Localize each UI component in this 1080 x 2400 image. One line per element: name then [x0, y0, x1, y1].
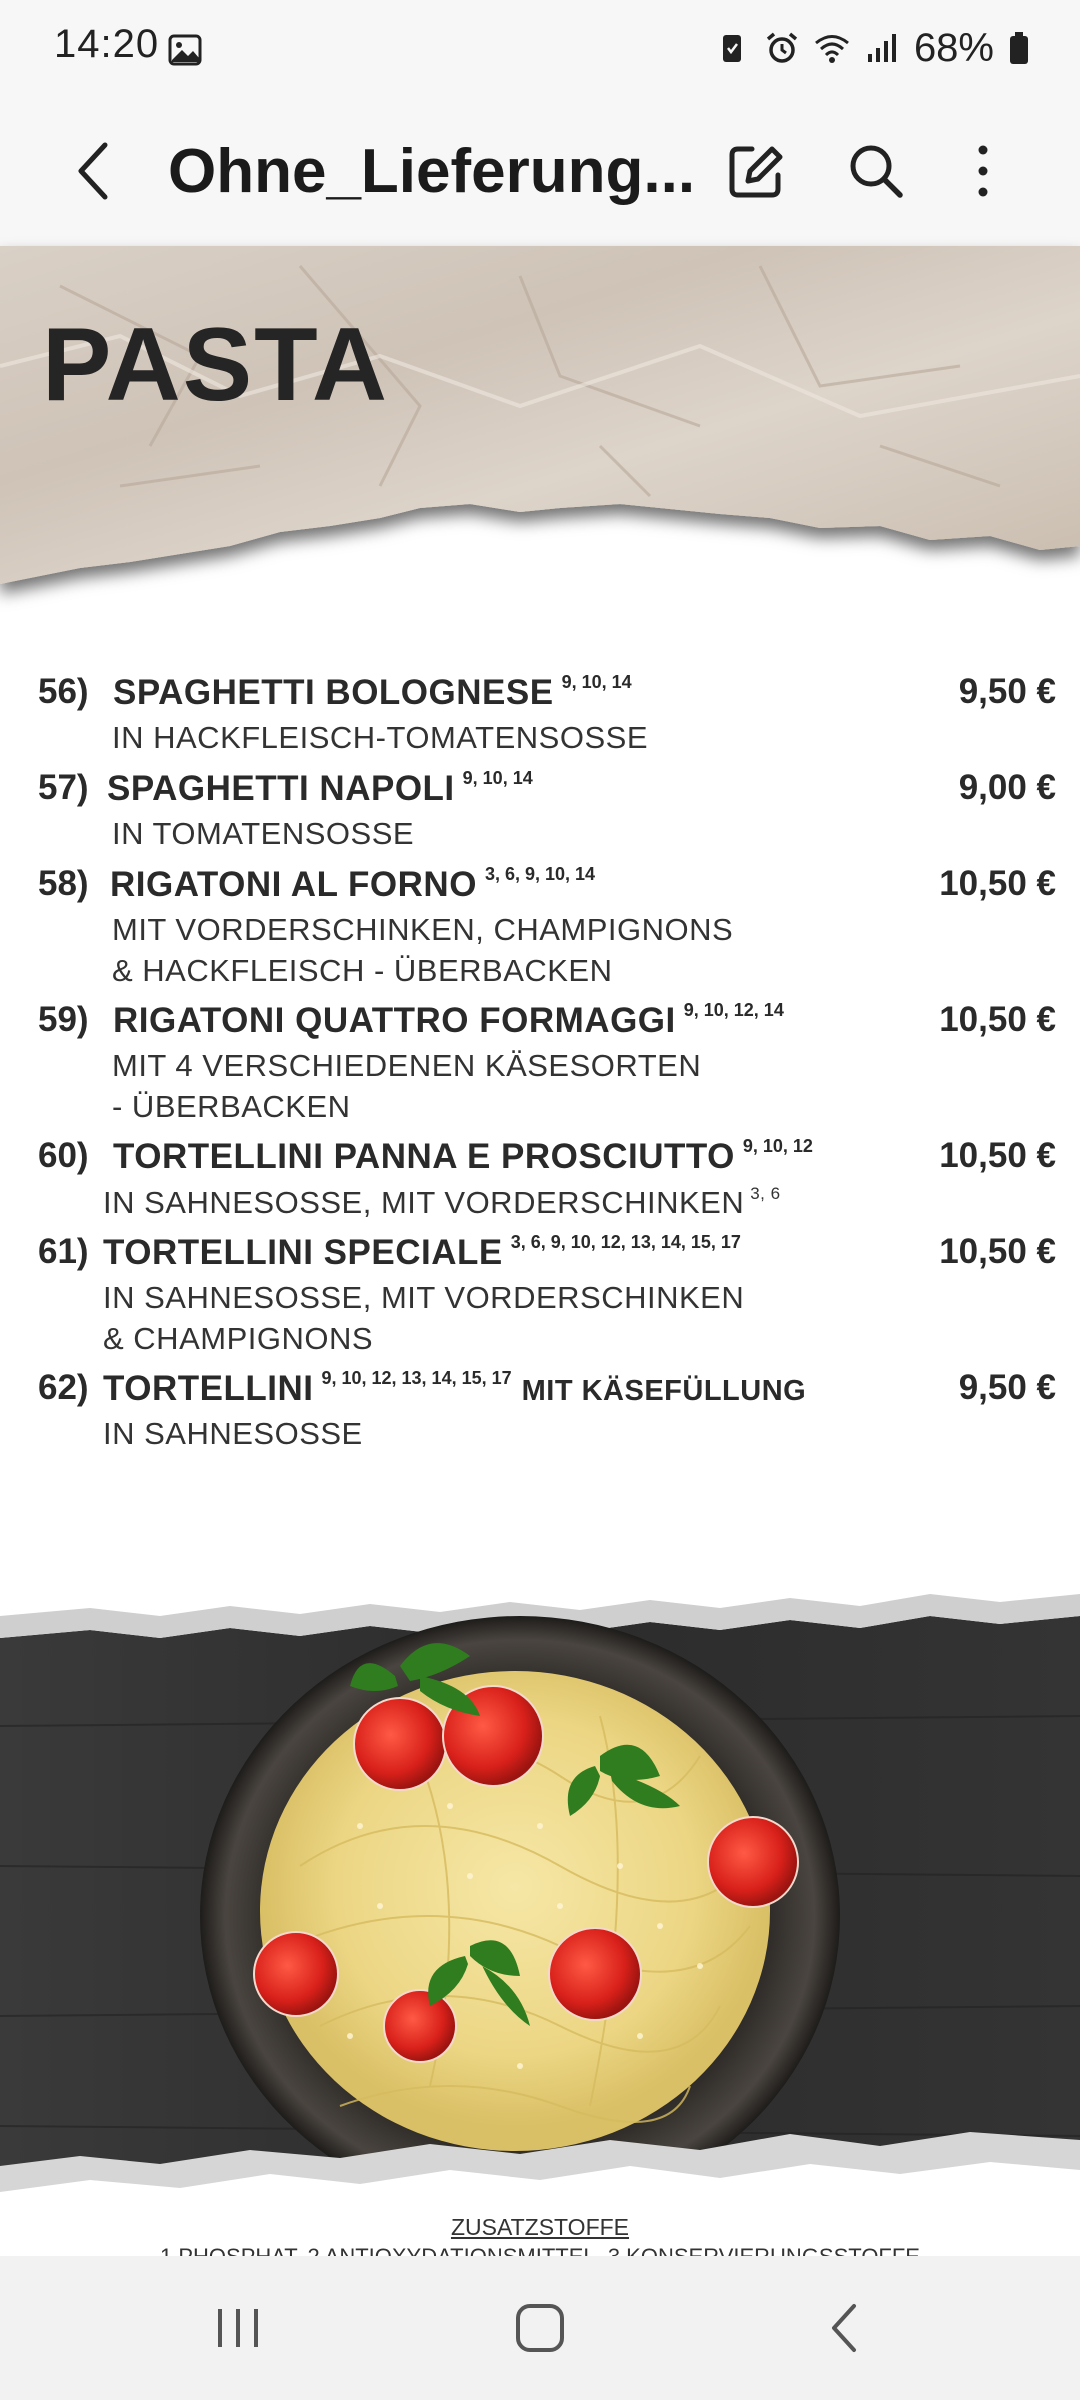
item-description: IN HACKFLEISCH-TOMATENSOSSE: [112, 720, 648, 755]
item-description: [0, 1184, 1080, 1225]
allergen-codes: 3, 6, 9, 10, 14: [484, 864, 596, 884]
item-name-text: TORTELLINI: [103, 1369, 314, 1408]
gallery-icon: [168, 34, 202, 66]
footnote-title: ZUSATZSTOFFE: [450, 2214, 630, 2240]
item-description-text: IN SAHNESOSSE, MIT VORDERSCHINKEN: [103, 1185, 745, 1220]
item-description: IN TOMATENSOSSE: [112, 816, 415, 851]
item-price: 9,50 €: [958, 1368, 1056, 1407]
item-price: 10,50 €: [939, 1136, 1056, 1175]
section-title: PASTA: [42, 307, 390, 423]
item-name-text: SPAGHETTI NAPOLI: [107, 769, 455, 808]
item-header: [0, 672, 1080, 720]
crumpled-paper-banner: [0, 246, 1080, 626]
allergen-codes: 9, 10, 12, 14: [683, 1000, 784, 1020]
item-number: 59): [38, 1000, 89, 1039]
item-description: IN SAHNESOSSE, MIT VORDERSCHINKEN: [103, 1280, 745, 1315]
item-number: 60): [38, 1136, 89, 1175]
item-number: 62): [38, 1368, 89, 1407]
item-name-text: TORTELLINI SPECIALE: [103, 1233, 503, 1272]
menu-item: [0, 1000, 1080, 1136]
allergen-codes: 3, 6: [750, 1184, 781, 1203]
item-description: & HACKFLEISCH - ÜBERBACKEN: [112, 953, 613, 988]
status-bar: [0, 0, 1080, 96]
menu-item: [0, 1136, 1080, 1232]
item-name: [113, 1000, 784, 1041]
item-name: [103, 1232, 741, 1273]
item-name-suffix: MIT KÄSEFÜLLUNG: [521, 1375, 807, 1407]
document-title: Ohne_Lieferung...: [168, 136, 696, 206]
edit-icon: [726, 141, 786, 201]
item-description: - ÜBERBACKEN: [112, 1089, 351, 1124]
menu-item: [0, 672, 1080, 768]
item-number: 58): [38, 864, 89, 903]
item-description: MIT 4 VERSCHIEDENEN KÄSESORTEN: [112, 1048, 702, 1083]
item-description: & CHAMPIGNONS: [103, 1321, 374, 1356]
item-header: [0, 864, 1080, 912]
item-header: [0, 1136, 1080, 1184]
item-name: [103, 1368, 806, 1409]
item-price: 10,50 €: [939, 864, 1056, 903]
allergen-codes: 3, 6, 9, 10, 12, 13, 14, 15, 17: [510, 1232, 741, 1252]
app-bar: [0, 96, 1080, 246]
back-button[interactable]: [60, 126, 126, 216]
more-vert-icon: [973, 141, 993, 201]
more-options-button[interactable]: [943, 126, 1023, 216]
item-name: [110, 864, 595, 905]
recents-icon: [208, 2303, 268, 2353]
recents-button[interactable]: [188, 2292, 288, 2364]
edit-button[interactable]: [716, 126, 796, 216]
item-name: [113, 672, 632, 713]
allergen-codes: 9, 10, 14: [462, 768, 533, 788]
menu-item: [0, 864, 1080, 1000]
item-price: 9,00 €: [958, 768, 1056, 807]
menu-item: [0, 1232, 1080, 1368]
item-description: IN SAHNESOSSE: [103, 1416, 363, 1451]
battery-percentage: 68%: [913, 25, 994, 70]
menu-item: [0, 1368, 1080, 1464]
home-button[interactable]: [490, 2292, 590, 2364]
item-price: 10,50 €: [939, 1232, 1056, 1271]
search-icon: [846, 141, 906, 201]
home-icon: [510, 2298, 570, 2358]
status-time: 14:20: [54, 22, 160, 66]
allergen-codes: 9, 10, 14: [561, 672, 632, 692]
item-header: [0, 1232, 1080, 1280]
back-arrow-icon: [73, 141, 113, 201]
item-description: MIT VORDERSCHINKEN, CHAMPIGNONS: [112, 912, 734, 947]
wifi-icon: [814, 30, 850, 66]
allergen-codes: 9, 10, 12, 13, 14, 15, 17: [321, 1368, 512, 1388]
item-number: 57): [38, 768, 89, 807]
item-name-text: TORTELLINI PANNA E PROSCIUTTO: [113, 1137, 735, 1176]
item-price: 10,50 €: [939, 1000, 1056, 1039]
item-price: 9,50 €: [958, 672, 1056, 711]
item-header: [0, 1368, 1080, 1416]
menu-list: [0, 672, 1080, 1464]
menu-item: [0, 768, 1080, 864]
alarm-icon: [764, 30, 800, 66]
clipboard-icon: [714, 30, 750, 66]
item-name: [113, 1136, 813, 1177]
item-number: 56): [38, 672, 89, 711]
item-name-text: RIGATONI QUATTRO FORMAGGI: [113, 1001, 676, 1040]
pasta-photo: [0, 1566, 1080, 2246]
allergen-codes: 9, 10, 12: [742, 1136, 813, 1156]
item-name: [107, 768, 533, 809]
item-header: [0, 1000, 1080, 1048]
item-number: 61): [38, 1232, 89, 1271]
item-name-text: RIGATONI AL FORNO: [110, 865, 477, 904]
status-icons: [714, 22, 1030, 74]
item-header: [0, 768, 1080, 816]
document-page[interactable]: [0, 246, 1080, 2256]
search-button[interactable]: [836, 126, 916, 216]
signal-icon: [864, 30, 900, 66]
system-back-button[interactable]: [794, 2292, 894, 2364]
back-icon: [824, 2300, 864, 2356]
navigation-bar: [0, 2256, 1080, 2400]
battery-icon: [1008, 31, 1030, 65]
item-name-text: SPAGHETTI BOLOGNESE: [113, 673, 554, 712]
